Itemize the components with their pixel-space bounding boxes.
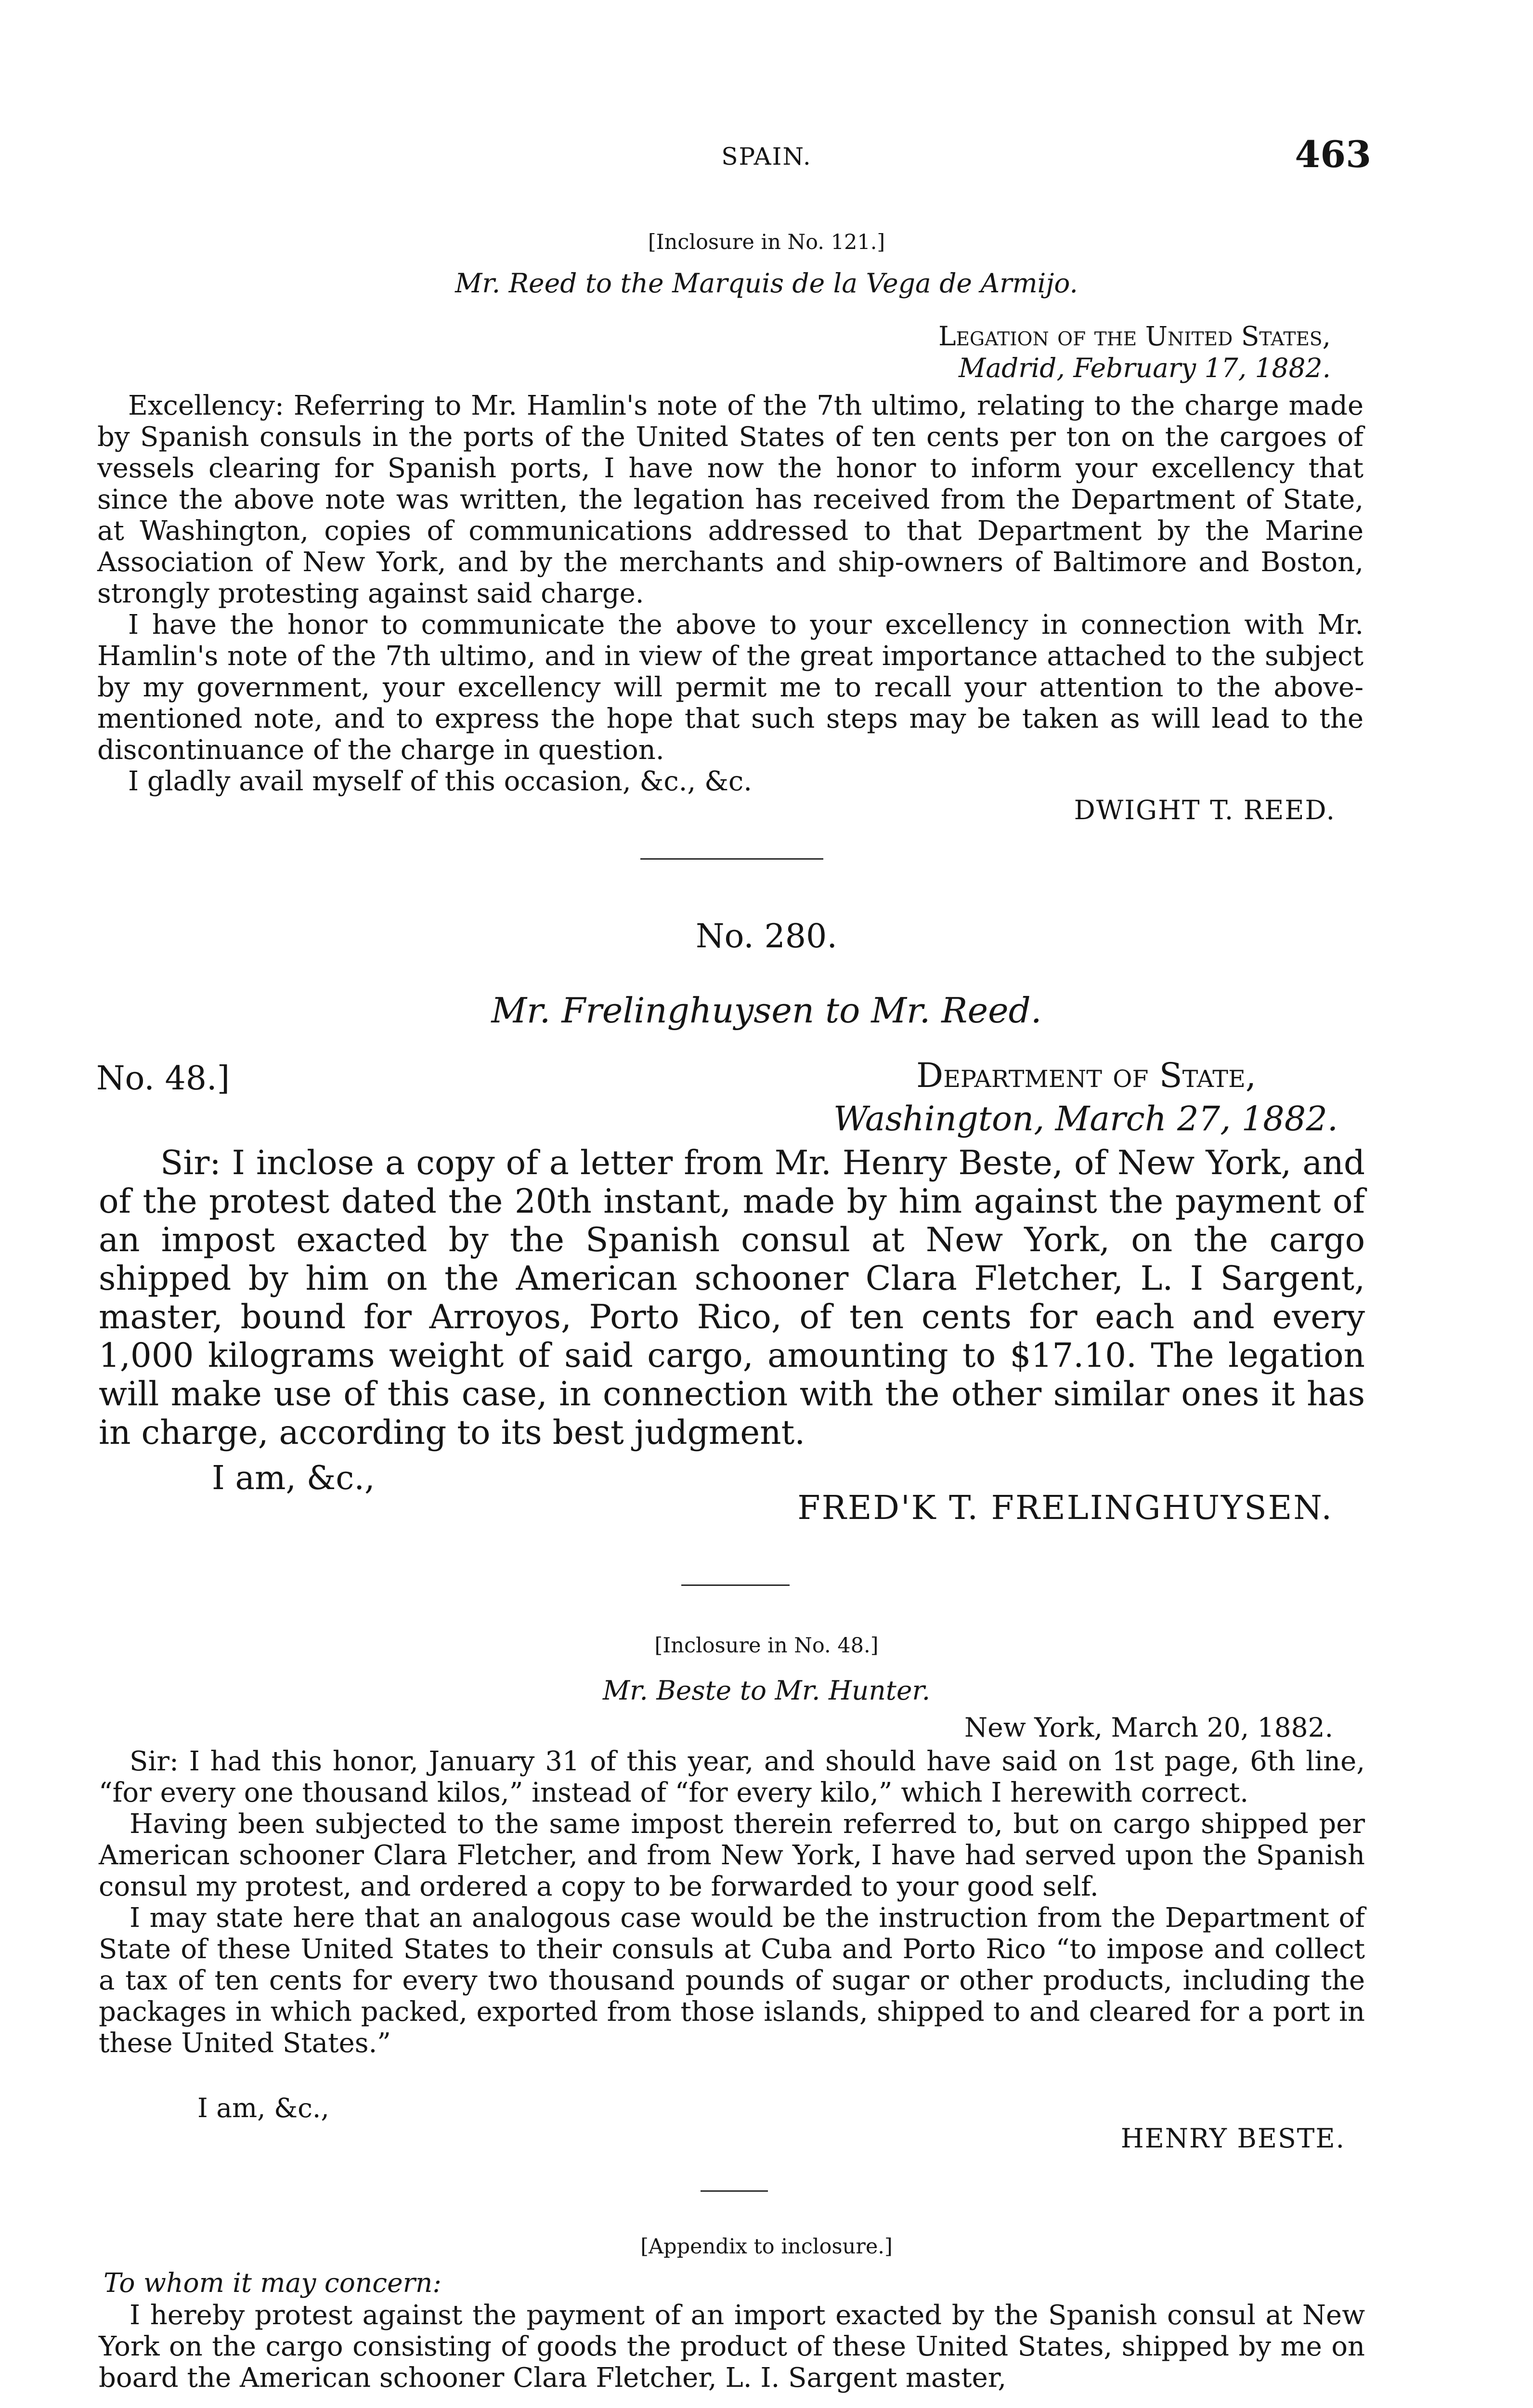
- letter-heading: Mr. Reed to the Marquis de la Vega de Armijo.: [455, 268, 1078, 299]
- letter-body: [99, 1144, 1365, 1452]
- paragraph: I gladly avail myself of this occasion, &c., &c.: [128, 766, 753, 797]
- letter-place: Department of State,: [916, 1056, 1256, 1095]
- letter-date: Madrid, February 17, 1882.: [958, 353, 1331, 383]
- closing: I am, &c.,: [197, 2093, 329, 2123]
- paragraph: Excellency: Referring to Mr. Hamlin's note of the 7th ultimo, relating to the charge made by Spanish consuls in the ports of the United States of ten cents per ton on the cargoes of vessels clearing for Spanish ports, I have now the honor to inform your excellency that since the above note was written, the legation has received from the Department of State, at Washington, copies of communications addressed to that Department by the Marine Association of New York, and by the merchants and ship-owners of Baltimore and Boston, strongly protesting against said charge.: [97, 390, 1364, 609]
- document-number: No. 280.: [696, 917, 837, 955]
- closing: I am, &c.,: [212, 1459, 375, 1497]
- dispatch-reference: No. 48.]: [96, 1060, 230, 1098]
- paragraph: I have the honor to communicate the above to your excellency in connection with Mr. Hamlin's note of the 7th ultimo, and in view of the great importance attached to the subject by my government, your excellency will permit me to recall your attention to the above-mentioned note, and to express the hope that such steps may be taken as will lead to the discontinuance of the charge in question.: [97, 609, 1364, 766]
- appendix-label: [Appendix to inclosure.]: [640, 2235, 893, 2259]
- letter-heading: Mr. Frelinghuysen to Mr. Reed.: [491, 990, 1042, 1031]
- running-header-title: SPAIN.: [721, 143, 812, 170]
- section-divider: [640, 858, 823, 860]
- inclosure-label: [Inclosure in No. 121.]: [648, 230, 885, 254]
- salutation: To whom it may concern:: [104, 2267, 442, 2298]
- signature: DWIGHT T. REED.: [1074, 795, 1336, 825]
- paragraph: I may state here that an analogous case would be the instruction from the Department of State of these United States to their consuls at Cuba and Porto Rico “to impose and collect a tax of ten cents for every two thousand pounds of sugar or other products, including the packages in which packed, exported from those islands, shipped to and cleared for a port in these United States.”: [99, 1902, 1365, 2059]
- paragraph: I hereby protest against the payment of an import exacted by the Spanish consul at New York on the cargo consisting of goods the product of these United States, shipped by me on board the American schooner Clara Fletcher, L. I. Sargent master,: [99, 2300, 1365, 2394]
- letter-body: [99, 2300, 1365, 2394]
- section-divider: [681, 1584, 790, 1586]
- signature: FRED'K T. FRELINGHUYSEN.: [797, 1489, 1333, 1527]
- paragraph: Sir: I inclose a copy of a letter from Mr. Henry Beste, of New York, and of the protest dated the 20th instant, made by him against the payment of an impost exacted by the Spanish consul at New York, on the cargo shipped by him on the American schooner Clara Fletcher, L. I Sargent, master, bound for Arroyos, Porto Rico, of ten cents for each and every 1,000 kilograms weight of said cargo, amounting to $17.10. The legation will make use of this case, in connection with the other similar ones it has in charge, according to its best judgment.: [99, 1144, 1365, 1452]
- paragraph: Having been subjected to the same impost therein referred to, but on cargo shipped per American schooner Clara Fletcher, and from New York, I have had served upon the Spanish consul my protest, and ordered a copy to be forwarded to your good self.: [99, 1808, 1365, 1902]
- letter-place: Legation of the United States,: [938, 321, 1331, 352]
- letter-body: [97, 390, 1364, 797]
- letter-place-date: New York, March 20, 1882.: [964, 1712, 1333, 1743]
- page-number: 463: [1295, 133, 1371, 176]
- section-divider: [701, 2190, 768, 2192]
- signature: HENRY BESTE.: [1120, 2123, 1345, 2154]
- letter-body: [99, 1746, 1365, 2059]
- letter-heading: Mr. Beste to Mr. Hunter.: [602, 1675, 931, 1706]
- inclosure-label: [Inclosure in No. 48.]: [654, 1634, 879, 1658]
- paragraph: Sir: I had this honor, January 31 of this year, and should have said on 1st page, 6th line, “for every one thousand kilos,” instead of “for every kilo,” which I herewith correct.: [99, 1746, 1365, 1808]
- letter-date: Washington, March 27, 1882.: [833, 1099, 1338, 1139]
